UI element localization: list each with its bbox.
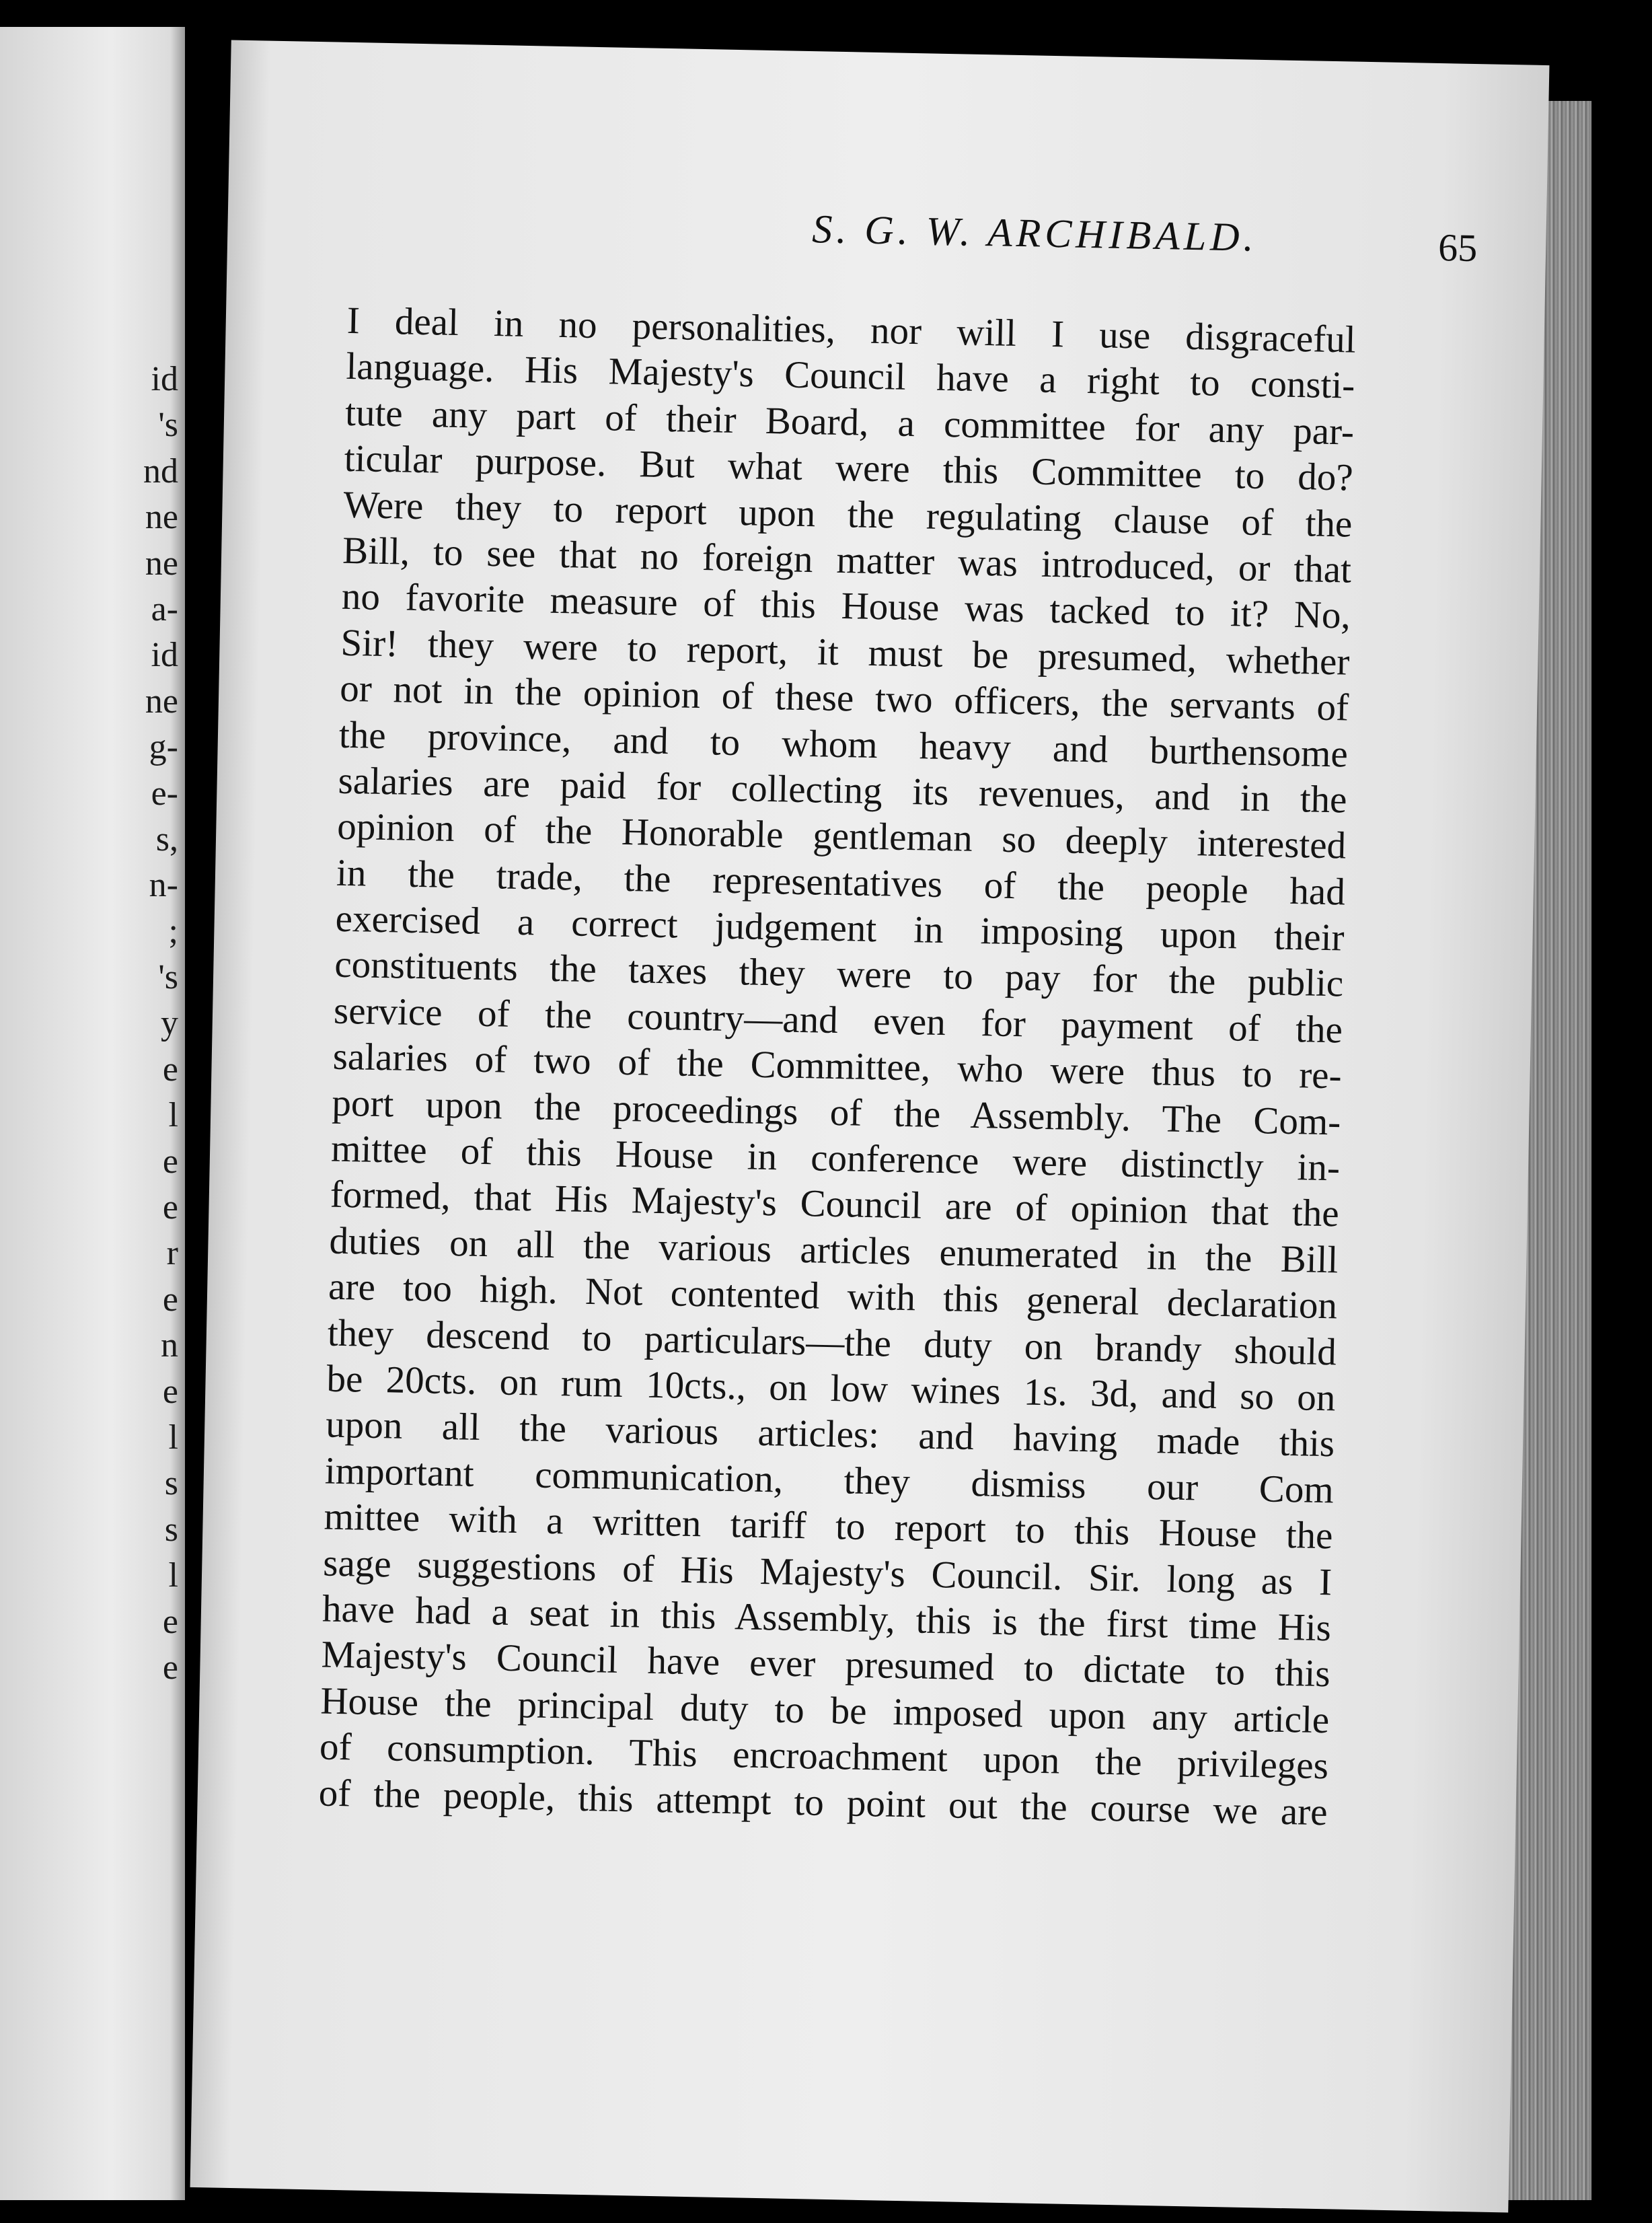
text-line: in the trade, the representatives of the people had [336,851,1346,914]
text-line: they descend to particulars—the duty on brandy should [327,1311,1337,1373]
left-page-fragment: e [162,1648,178,1687]
text-line: House the principal duty to be imposed upon any article [320,1679,1330,1741]
body-text [318,298,1356,1835]
left-page-fragment: n- [149,866,178,905]
text-line: mittee with a written tariff to report to this House the [324,1495,1334,1558]
text-line: or not in the opinion of these two officers, the servants of [339,667,1349,729]
left-page-fragment: e [162,1372,178,1411]
left-page-fragment: a- [151,589,178,628]
text-line: constituents the taxes they were to pay for the public [334,943,1344,1005]
text-line: be 20cts. on rum 10cts., on low wines 1s. 3d, and so on [326,1357,1336,1420]
left-page-fragment: l [168,1096,178,1135]
right-page [190,40,1550,2212]
text-line: language. His Majesty's Council have a right to consti- [345,345,1355,408]
left-page-fragment: e [162,1142,178,1181]
left-page-fragment: l [168,1556,178,1595]
left-page-fragment: s [164,1464,178,1503]
text-line: sage suggestions of His Majesty's Council. Sir. long as I [322,1541,1332,1603]
text-line: the province, and to whom heavy and burthensome [338,713,1349,776]
left-page-fragment: ne [145,682,178,721]
left-page-fragment: e- [151,774,178,813]
left-page-fragment: nd [143,451,178,490]
text-line: ticular purpose. But what were this Committee to do? [344,437,1354,499]
text-line: Sir! they were to report, it must be presumed, whether [340,621,1350,684]
left-page-fragment: n [161,1326,178,1365]
running-head: S. G. W. ARCHIBALD. [811,207,1259,260]
left-page-fragment: 's [158,406,178,445]
text-line: duties on all the various articles enumerated in the Bill [328,1219,1339,1282]
left-page-fragment: r [166,1234,178,1273]
left-page-fragment: g- [149,728,178,767]
left-page-fragment: s [164,1510,178,1549]
text-line: of the people, this attempt to point out the course we are [318,1771,1328,1833]
text-line: have had a seat in this Assembly, this is the first time His [322,1587,1332,1650]
text-line: are too high. Not contented with this general declaration [328,1265,1338,1327]
left-page-fragment: e [162,1188,178,1227]
text-line: port upon the proceedings of the Assembly. The Com- [331,1081,1341,1144]
text-line: Majesty's Council have ever presumed to dictate to this [321,1633,1331,1696]
left-page-fragment: l [168,1418,178,1457]
text-line: mittee of this House in conference were distinctly in- [330,1127,1341,1190]
left-page-fragment: e [162,1280,178,1319]
left-page-text-fragments [143,357,178,1691]
left-page [0,27,185,2200]
text-line: I deal in no personalities, nor will I use disgraceful [346,299,1357,361]
text-line: opinion of the Honorable gentleman so deeply interested [336,805,1347,867]
left-page-fragment: id [151,360,178,398]
text-line: formed, that His Majesty's Council are of opinion that the [330,1173,1340,1235]
text-line: Were they to report upon the regulating clause of the [342,483,1353,546]
text-line: tute any part of their Board, a committee for any par- [344,391,1355,453]
left-page-fragment: e [162,1602,178,1641]
text-line: important communication, they dismiss our Com [324,1449,1335,1512]
text-line: service of the country—and even for payment of the [333,989,1343,1052]
text-line: upon all the various articles: and having made this [325,1403,1335,1465]
left-page-fragment: ; [168,912,178,951]
left-page-fragment: e [162,1050,178,1089]
left-page-fragment: 's [158,958,178,997]
text-line: Bill, to see that no foreign matter was introduced, or that [342,529,1352,591]
text-line: of consumption. This encroachment upon the privileges [319,1725,1329,1788]
text-line: no favorite measure of this House was tacked to it? No, [341,575,1351,637]
left-page-fragment: s, [155,819,178,859]
text-line: salaries are paid for collecting its revenues, and in the [338,759,1348,822]
text-line: salaries of two of the Committee, who were thus to re- [332,1035,1343,1097]
left-page-fragment: y [161,1004,178,1043]
left-page-fragment: id [151,636,178,675]
text-line: exercised a correct judgement in imposing upon their [335,897,1345,959]
left-page-fragment: ne [145,498,178,537]
left-page-fragment: ne [145,544,178,583]
page-number: 65 [1437,225,1478,270]
